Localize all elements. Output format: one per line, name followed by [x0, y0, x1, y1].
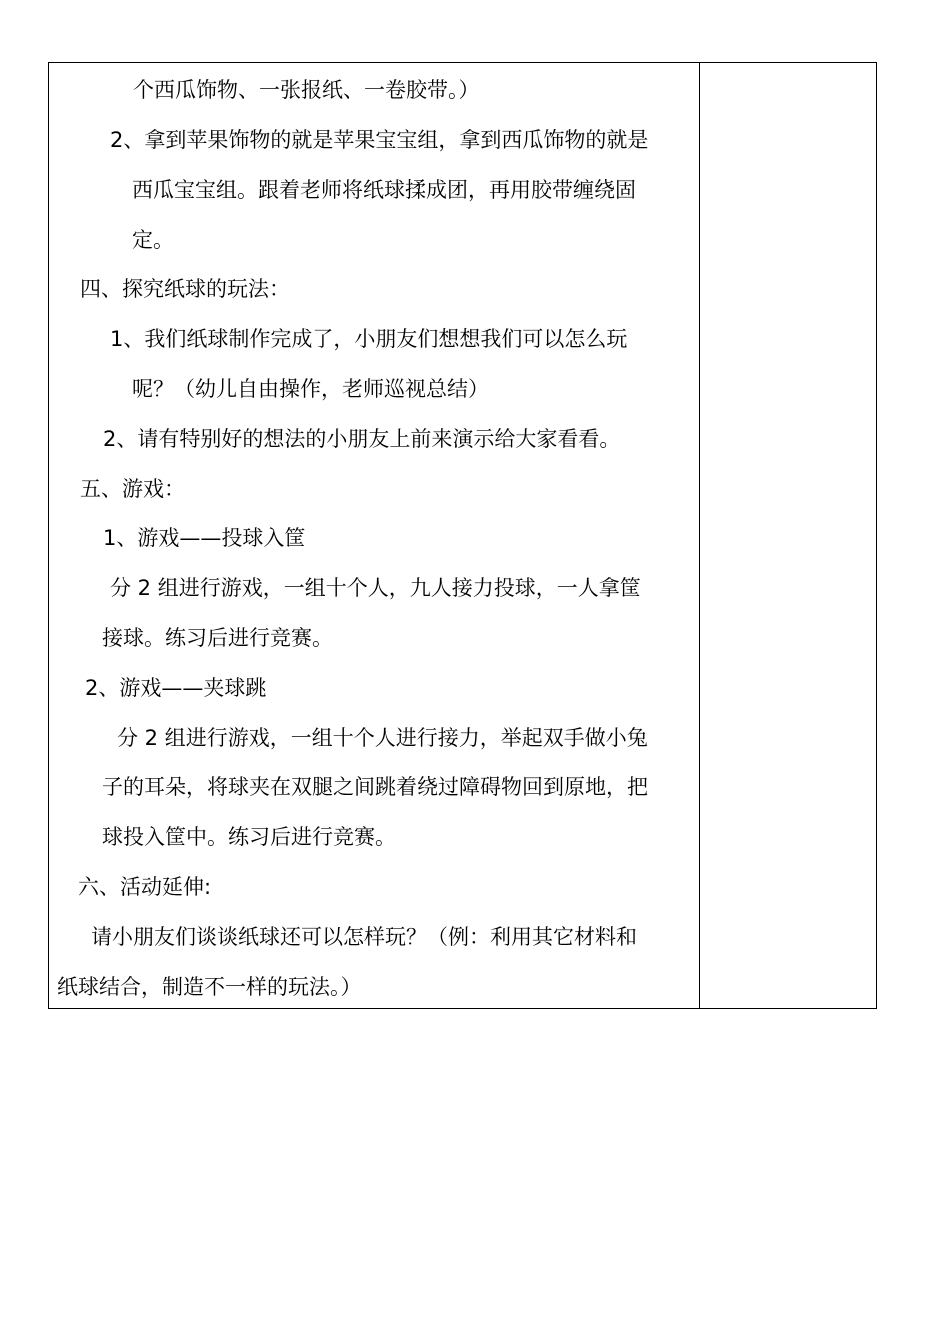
text-line-16: 球投入筐中。练习后进行竞赛。 [102, 825, 396, 849]
text-line-14: 分 2 组进行游戏，一组十个人进行接力，举起双手做小兔 [117, 726, 648, 750]
text-line-19: 纸球结合，制造不一样的玩法。） [57, 975, 362, 999]
text-line-18: 请小朋友们谈谈纸球还可以怎样玩？（例：利用其它材料和 [91, 925, 637, 949]
section-heading-5: 五、游戏： [80, 477, 185, 501]
document-table [48, 62, 877, 1009]
text-line-3: 西瓜宝宝组。跟着老师将纸球揉成团，再用胶带缠绕固 [132, 178, 636, 202]
section-heading-6: 六、活动延伸: [78, 875, 212, 899]
text-line-11: 分 2 组进行游戏，一组十个人，九人接力投球，一人拿筐 [110, 576, 641, 600]
game-title-2: 2、游戏——夹球跳 [85, 676, 267, 700]
text-line-12: 接球。练习后进行竞赛。 [102, 626, 333, 650]
game-title-1: 1、游戏——投球入筐 [103, 526, 306, 550]
text-line-1: 个西瓜饰物、一张报纸、一卷胶带。） [133, 78, 480, 102]
text-line-2: 2、拿到苹果饰物的就是苹果宝宝组，拿到西瓜饰物的就是 [110, 128, 649, 152]
text-line-15: 子的耳朵，将球夹在双腿之间跳着绕过障碍物回到原地，把 [102, 775, 648, 799]
text-line-6: 1、我们纸球制作完成了，小朋友们想想我们可以怎么玩 [110, 327, 628, 351]
text-line-8: 2、请有特别好的想法的小朋友上前来演示给大家看看。 [103, 427, 621, 451]
text-line-4: 定。 [132, 228, 174, 252]
section-heading-4: 四、探究纸球的玩法： [80, 277, 290, 301]
column-divider [699, 63, 700, 1008]
text-line-7: 呢？（幼儿自由操作，老师巡视总结） [132, 377, 489, 401]
